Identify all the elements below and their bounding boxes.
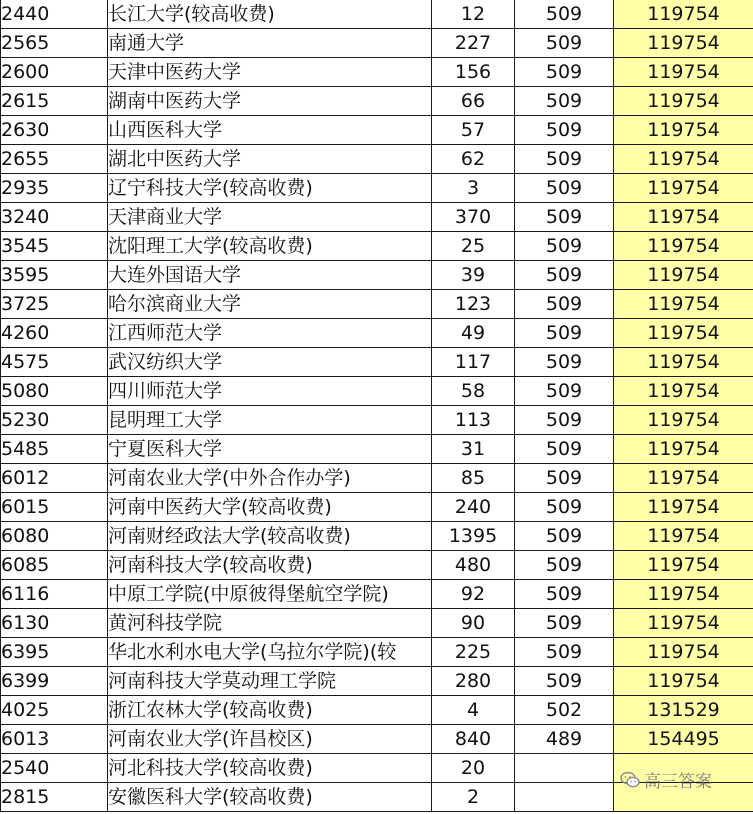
cell-code: 3545 <box>1 232 108 261</box>
cell-plan-count: 31 <box>432 435 515 464</box>
cell-min-score: 509 <box>515 348 614 377</box>
cell-code: 6085 <box>1 551 108 580</box>
cell-code: 2655 <box>1 145 108 174</box>
cell-code: 2540 <box>1 754 108 783</box>
cell-school-name: 昆明理工大学 <box>108 406 432 435</box>
cell-school-name: 河南农业大学(许昌校区) <box>108 725 432 754</box>
cell-rank: 119754 <box>614 174 753 203</box>
cell-rank: 154495 <box>614 725 753 754</box>
table-row <box>1 203 753 232</box>
cell-rank: 119754 <box>614 87 753 116</box>
cell-code: 2815 <box>1 783 108 812</box>
table-row <box>1 493 753 522</box>
cell-school-name: 天津商业大学 <box>108 203 432 232</box>
cell-rank: 119754 <box>614 493 753 522</box>
table-row <box>1 348 753 377</box>
cell-code: 2565 <box>1 29 108 58</box>
cell-min-score: 509 <box>515 609 614 638</box>
cell-plan-count: 58 <box>432 377 515 406</box>
cell-school-name: 长江大学(较高收费) <box>108 0 432 29</box>
table-row <box>1 464 753 493</box>
cell-code: 4260 <box>1 319 108 348</box>
cell-plan-count: 12 <box>432 0 515 29</box>
cell-school-name: 山西医科大学 <box>108 116 432 145</box>
cell-min-score: 509 <box>515 145 614 174</box>
cell-min-score: 509 <box>515 522 614 551</box>
cell-rank: 131529 <box>614 696 753 725</box>
cell-min-score: 509 <box>515 667 614 696</box>
cell-rank: 119754 <box>614 464 753 493</box>
cell-rank: 119754 <box>614 551 753 580</box>
cell-school-name: 河南中医药大学(较高收费) <box>108 493 432 522</box>
cell-rank: 119754 <box>614 261 753 290</box>
table-body <box>1 0 753 812</box>
table-row <box>1 551 753 580</box>
cell-rank: 119754 <box>614 348 753 377</box>
cell-min-score: 489 <box>515 725 614 754</box>
cell-plan-count: 1395 <box>432 522 515 551</box>
cell-plan-count: 57 <box>432 116 515 145</box>
cell-code: 6013 <box>1 725 108 754</box>
cell-rank: 119754 <box>614 406 753 435</box>
cell-code: 6080 <box>1 522 108 551</box>
cell-school-name: 河南农业大学(中外合作办学) <box>108 464 432 493</box>
cell-min-score <box>515 754 614 783</box>
cell-plan-count: 25 <box>432 232 515 261</box>
cell-rank: 119754 <box>614 145 753 174</box>
cell-school-name: 江西师范大学 <box>108 319 432 348</box>
cell-code: 3240 <box>1 203 108 232</box>
cell-plan-count: 2 <box>432 783 515 812</box>
table-row <box>1 116 753 145</box>
table-row <box>1 435 753 464</box>
cell-rank: 119754 <box>614 522 753 551</box>
table-row <box>1 725 753 754</box>
cell-plan-count: 39 <box>432 261 515 290</box>
cell-code: 3725 <box>1 290 108 319</box>
cell-min-score: 509 <box>515 319 614 348</box>
cell-school-name: 河南财经政法大学(较高收费) <box>108 522 432 551</box>
cell-school-name: 河南科技大学(较高收费) <box>108 551 432 580</box>
table-row <box>1 609 753 638</box>
cell-code: 2440 <box>1 0 108 29</box>
cell-code: 2935 <box>1 174 108 203</box>
cell-plan-count: 227 <box>432 29 515 58</box>
cell-plan-count: 117 <box>432 348 515 377</box>
cell-rank: 119754 <box>614 29 753 58</box>
cell-code: 2630 <box>1 116 108 145</box>
table-row <box>1 261 753 290</box>
cell-rank: 119754 <box>614 0 753 29</box>
cell-min-score: 509 <box>515 377 614 406</box>
cell-min-score: 509 <box>515 29 614 58</box>
table-row <box>1 696 753 725</box>
cell-code: 6015 <box>1 493 108 522</box>
wechat-icon <box>620 771 640 789</box>
cell-code: 6399 <box>1 667 108 696</box>
cell-plan-count: 20 <box>432 754 515 783</box>
cell-rank: 119754 <box>614 435 753 464</box>
cell-school-name: 南通大学 <box>108 29 432 58</box>
cell-school-name: 大连外国语大学 <box>108 261 432 290</box>
cell-plan-count: 62 <box>432 145 515 174</box>
cell-school-name: 湖南中医药大学 <box>108 87 432 116</box>
cell-school-name: 中原工学院(中原彼得堡航空学院) <box>108 580 432 609</box>
table-row <box>1 145 753 174</box>
cell-plan-count: 92 <box>432 580 515 609</box>
cell-min-score: 509 <box>515 116 614 145</box>
cell-code: 2600 <box>1 58 108 87</box>
cell-code: 6395 <box>1 638 108 667</box>
table-row <box>1 667 753 696</box>
cell-rank: 119754 <box>614 58 753 87</box>
cell-rank: 119754 <box>614 203 753 232</box>
cell-code: 4025 <box>1 696 108 725</box>
cell-plan-count: 49 <box>432 319 515 348</box>
cell-school-name: 河南科技大学莫动理工学院 <box>108 667 432 696</box>
cell-school-name: 沈阳理工大学(较高收费) <box>108 232 432 261</box>
cell-school-name: 哈尔滨商业大学 <box>108 290 432 319</box>
table-row <box>1 290 753 319</box>
cell-rank: 119754 <box>614 116 753 145</box>
cell-min-score: 509 <box>515 493 614 522</box>
cell-school-name: 浙江农林大学(较高收费) <box>108 696 432 725</box>
cell-plan-count: 3 <box>432 174 515 203</box>
cell-school-name: 辽宁科技大学(较高收费) <box>108 174 432 203</box>
cell-min-score: 509 <box>515 551 614 580</box>
cell-school-name: 武汉纺织大学 <box>108 348 432 377</box>
cell-code: 5485 <box>1 435 108 464</box>
table-row <box>1 522 753 551</box>
cell-school-name: 宁夏医科大学 <box>108 435 432 464</box>
cell-code: 5230 <box>1 406 108 435</box>
cell-code: 6116 <box>1 580 108 609</box>
table-row <box>1 0 753 29</box>
cell-rank: 119754 <box>614 638 753 667</box>
cell-plan-count: 156 <box>432 58 515 87</box>
cell-code: 4575 <box>1 348 108 377</box>
cell-rank: 119754 <box>614 232 753 261</box>
table-row <box>1 406 753 435</box>
table-row <box>1 580 753 609</box>
cell-min-score: 509 <box>515 580 614 609</box>
cell-min-score: 509 <box>515 58 614 87</box>
table-row <box>1 87 753 116</box>
table-row <box>1 319 753 348</box>
watermark <box>620 767 712 792</box>
cell-school-name: 华北水利水电大学(乌拉尔学院)(较 <box>108 638 432 667</box>
cell-code: 3595 <box>1 261 108 290</box>
cell-plan-count: 113 <box>432 406 515 435</box>
cell-rank: 119754 <box>614 290 753 319</box>
cell-code: 6130 <box>1 609 108 638</box>
table-row <box>1 29 753 58</box>
cell-rank: 119754 <box>614 667 753 696</box>
cell-rank: 119754 <box>614 580 753 609</box>
cell-min-score: 502 <box>515 696 614 725</box>
cell-school-name: 天津中医药大学 <box>108 58 432 87</box>
cell-min-score: 509 <box>515 638 614 667</box>
cell-rank: 119754 <box>614 319 753 348</box>
cell-rank: 119754 <box>614 377 753 406</box>
cell-plan-count: 370 <box>432 203 515 232</box>
cell-min-score: 509 <box>515 435 614 464</box>
cell-school-name: 河北科技大学(较高收费) <box>108 754 432 783</box>
table-row <box>1 638 753 667</box>
cell-plan-count: 90 <box>432 609 515 638</box>
cell-plan-count: 280 <box>432 667 515 696</box>
cell-min-score: 509 <box>515 174 614 203</box>
cell-code: 6012 <box>1 464 108 493</box>
cell-school-name: 黄河科技学院 <box>108 609 432 638</box>
cell-code: 5080 <box>1 377 108 406</box>
cell-plan-count: 225 <box>432 638 515 667</box>
watermark-text: 高三答案 <box>644 772 712 792</box>
cell-min-score: 509 <box>515 290 614 319</box>
cell-school-name: 安徽医科大学(较高收费) <box>108 783 432 812</box>
cell-min-score: 509 <box>515 203 614 232</box>
cell-plan-count: 840 <box>432 725 515 754</box>
cell-school-name: 湖北中医药大学 <box>108 145 432 174</box>
cell-code: 2615 <box>1 87 108 116</box>
cell-min-score: 509 <box>515 406 614 435</box>
cell-plan-count: 240 <box>432 493 515 522</box>
cell-min-score: 509 <box>515 464 614 493</box>
cell-plan-count: 480 <box>432 551 515 580</box>
cell-plan-count: 123 <box>432 290 515 319</box>
table-row <box>1 377 753 406</box>
cell-plan-count: 4 <box>432 696 515 725</box>
table-row <box>1 58 753 87</box>
table-row <box>1 174 753 203</box>
cell-min-score: 509 <box>515 87 614 116</box>
table-row <box>1 232 753 261</box>
cell-rank: 119754 <box>614 609 753 638</box>
cell-min-score: 509 <box>515 232 614 261</box>
cell-min-score <box>515 783 614 812</box>
cell-plan-count: 66 <box>432 87 515 116</box>
cell-plan-count: 85 <box>432 464 515 493</box>
cell-min-score: 509 <box>515 261 614 290</box>
cell-min-score: 509 <box>515 0 614 29</box>
cell-school-name: 四川师范大学 <box>108 377 432 406</box>
